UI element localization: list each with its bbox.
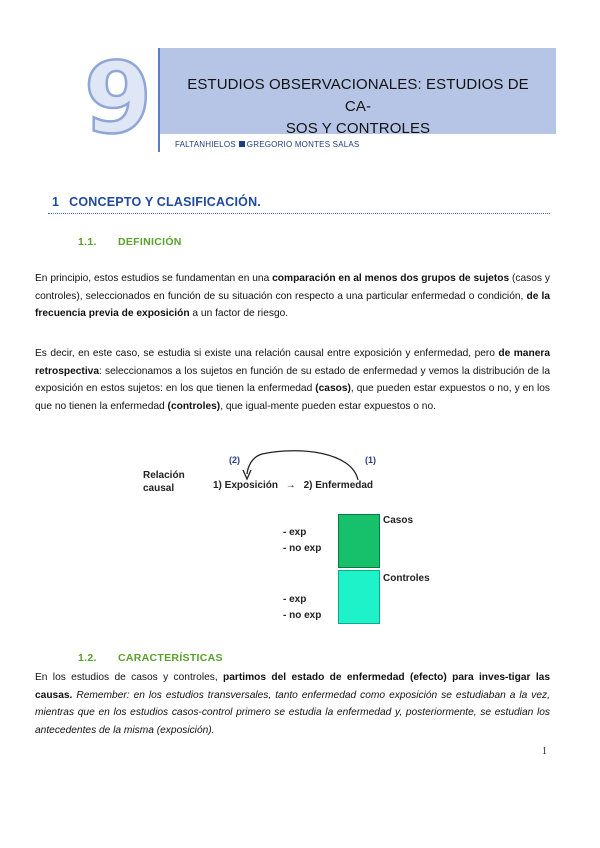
separator-square-icon — [239, 141, 245, 147]
controles-no-exp-label: - no exp — [283, 610, 322, 621]
subsection-number: 1.2. — [78, 652, 97, 664]
subsection-number: 1.1. — [78, 236, 97, 248]
p2-bold-f: (controles) — [167, 400, 221, 412]
page-number: 1 — [542, 746, 547, 757]
p2-text-g: , que igual-mente pueden estar expuestos o no. — [220, 400, 436, 412]
p2-bold-b: de manera retrospectiva — [35, 348, 550, 377]
author-2: GREGORIO MONTES SALAS — [246, 140, 360, 149]
p2-text-e: , que pueden estar expuestos o no, y en los que no tienen la enfermedad — [35, 383, 550, 412]
p3-bold-b: partimos del estado de enfermedad (efecto) para inves-tigar las causas. — [35, 672, 550, 701]
subsection-title: DEFINICIÓN — [118, 236, 182, 248]
exposicion-label: 1) Exposición — [213, 480, 279, 491]
paragraph-3 — [35, 669, 550, 739]
section-heading — [52, 195, 261, 209]
casos-box — [338, 514, 380, 568]
subsection-title: CARACTERÍSTICAS — [118, 652, 223, 664]
chapter-title-line1: ESTUDIOS OBSERVACIONALES: ESTUDIOS DE CA- — [187, 76, 529, 115]
author-1: FALTANHIELOS — [175, 140, 236, 149]
relacion-label-line2: causal — [143, 483, 175, 494]
section-number: 1 — [52, 195, 60, 209]
section-title: CONCEPTO Y CLASIFICACIÓN. — [69, 195, 261, 209]
authors-line — [175, 140, 359, 149]
chapter-title — [160, 74, 556, 140]
paragraph-1 — [35, 270, 550, 323]
controles-box — [338, 570, 380, 624]
casos-label: Casos — [383, 515, 414, 526]
exposure-enfermedad-line — [213, 480, 373, 491]
p1-text-a: En principio, estos estudios se fundamentan en una — [35, 273, 273, 284]
step1-marker: (1) — [365, 455, 376, 465]
paragraph-2 — [35, 345, 550, 415]
step2-marker: (2) — [229, 455, 240, 465]
chapter-number-graphic — [82, 52, 154, 142]
relacion-label-line1: Relación — [143, 470, 185, 481]
p1-text-c: (casos y controles), seleccionados en función de su situación con respecto a una particular enfermedad o condición, — [35, 273, 550, 302]
right-arrow-icon: → — [285, 480, 296, 491]
p1-bold-b: comparación en al menos dos grupos de sujetos — [272, 273, 510, 284]
casos-exp-labels — [283, 525, 321, 557]
section-underline — [48, 213, 550, 214]
p3-text-a: En los estudios de casos y controles, — [35, 672, 224, 683]
casos-no-exp-label: - no exp — [283, 543, 322, 554]
controles-label: Controles — [383, 573, 430, 584]
p3-italic-c: Remember: en los estudios transversales, tanto enfermedad como exposición se estudiaban a la vez, mientras que en los estudios casos-control primero se estudia la enfermedad y, posteriormente, se estudian los antecedentes de la misma (exposición). — [35, 689, 550, 736]
p2-text-a: Es decir, en este caso, se estudia si existe una relación causal entre exposición y enfermedad, pero — [35, 348, 499, 359]
subsection-heading-definicion — [78, 236, 182, 248]
chapter-title-line2: SOS Y CONTROLES — [285, 120, 431, 137]
controles-exp-labels — [283, 592, 321, 624]
relacion-causal-label — [143, 469, 185, 495]
casos-exp-label: - exp — [283, 527, 307, 538]
p2-text-c: : seleccionamos a los sujetos en función de su estado de enfermedad y vemos la distribución de la exposición en estos sujetos: en los que tienen la enfermedad — [35, 365, 550, 394]
p1-text-e: a un factor de riesgo. — [189, 308, 289, 319]
subsection-heading-caracteristicas — [78, 652, 223, 664]
enfermedad-label: 2) Enfermedad — [303, 480, 374, 491]
p1-bold-d: de la frecuencia previa de exposición — [35, 290, 550, 319]
chapter-number: 9 — [83, 52, 153, 142]
chapter-header — [160, 48, 556, 137]
controles-exp-label: - exp — [283, 594, 307, 605]
p2-bold-d: (casos) — [315, 383, 351, 394]
